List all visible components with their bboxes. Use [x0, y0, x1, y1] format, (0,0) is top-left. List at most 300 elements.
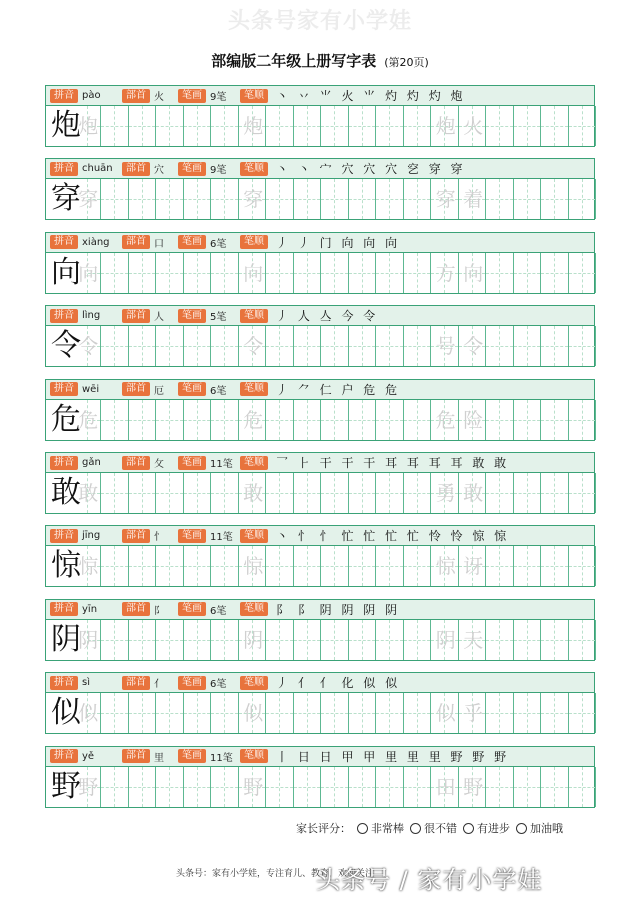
practice-cell[interactable]	[376, 179, 404, 219]
practice-grid	[46, 253, 594, 293]
pinyin-tag: 拼音	[50, 529, 78, 543]
trace-character: 穿	[243, 187, 264, 212]
rating-option-good[interactable]: 很不错	[410, 820, 457, 836]
practice-cell[interactable]	[569, 693, 597, 733]
practice-cell[interactable]	[294, 767, 322, 807]
practice-cell[interactable]	[486, 106, 514, 146]
radical-tag: 部首	[122, 382, 150, 396]
radical-value: 口	[154, 238, 164, 250]
practice-cell[interactable]	[569, 473, 597, 513]
practice-cell[interactable]	[569, 400, 597, 440]
practice-cell[interactable]	[294, 179, 322, 219]
practice-cell[interactable]	[266, 326, 294, 366]
trace-word-char: 号	[435, 334, 456, 359]
practice-cell[interactable]	[211, 767, 239, 807]
character-entry	[45, 158, 595, 220]
practice-cell[interactable]	[129, 253, 157, 293]
practice-cell[interactable]	[541, 106, 569, 146]
pinyin-value: sì	[82, 677, 90, 689]
trace-word-char: 惊	[435, 554, 456, 579]
practice-cell[interactable]	[101, 546, 129, 586]
practice-cell[interactable]	[266, 473, 294, 513]
info-bar	[46, 233, 594, 253]
stroke-count-value: 5笔	[210, 312, 227, 324]
trace-character: 向	[243, 260, 264, 285]
info-bar	[46, 380, 594, 400]
practice-cell[interactable]	[349, 546, 377, 586]
practice-cell[interactable]	[514, 620, 542, 660]
practice-cell[interactable]	[321, 400, 349, 440]
practice-cell[interactable]	[266, 400, 294, 440]
stroke-order-sequence: 丿 ⺈ 仁 户 危 危	[276, 382, 401, 397]
practice-cell[interactable]	[184, 179, 212, 219]
practice-cell[interactable]	[294, 400, 322, 440]
info-bar	[46, 159, 594, 179]
stroke-order-sequence: 丨 日 日 甲 甲 里 里 里 野 野 野	[276, 749, 510, 764]
pinyin-tag: 拼音	[50, 89, 78, 103]
trace-character: 野	[78, 774, 99, 799]
radio-circle-icon	[410, 823, 421, 834]
character-entry	[45, 379, 595, 441]
practice-cell[interactable]	[376, 106, 404, 146]
practice-cell[interactable]	[321, 253, 349, 293]
pinyin-value: pào	[82, 90, 101, 101]
stroke-count-tag: 笔画	[178, 456, 206, 470]
practice-cell[interactable]	[294, 106, 322, 146]
practice-cell[interactable]	[211, 473, 239, 513]
practice-cell[interactable]	[514, 179, 542, 219]
stroke-order-tag: 笔顺	[240, 162, 268, 176]
practice-cell[interactable]	[266, 767, 294, 807]
practice-cell[interactable]	[349, 620, 377, 660]
stroke-order-tag: 笔顺	[240, 529, 268, 543]
practice-cell[interactable]	[376, 253, 404, 293]
practice-cell[interactable]	[376, 326, 404, 366]
practice-cell[interactable]	[349, 179, 377, 219]
trace-word-char: 天	[463, 627, 484, 652]
stroke-count-value: 6笔	[210, 238, 227, 250]
practice-cell[interactable]	[211, 400, 239, 440]
radio-circle-icon	[516, 823, 527, 834]
practice-cell[interactable]	[266, 179, 294, 219]
trace-word-char: 阴	[435, 627, 456, 652]
radical-value: 亻	[154, 679, 164, 691]
practice-cell[interactable]	[211, 326, 239, 366]
watermark-bottom: 头条号 / 家有小学娃	[316, 866, 543, 894]
trace-character: 令	[78, 334, 99, 359]
page-title	[0, 50, 640, 71]
practice-cell[interactable]	[156, 546, 184, 586]
radical-tag: 部首	[122, 676, 150, 690]
practice-cell[interactable]	[184, 473, 212, 513]
practice-cell[interactable]	[376, 767, 404, 807]
practice-cell[interactable]	[156, 693, 184, 733]
practice-cell[interactable]	[569, 106, 597, 146]
stroke-count-value: 6笔	[210, 679, 227, 691]
practice-cell[interactable]	[486, 693, 514, 733]
practice-cell[interactable]	[211, 546, 239, 586]
trace-word-char: 勇	[435, 481, 456, 505]
trace-character: 炮	[243, 114, 264, 138]
trace-character: 向	[78, 260, 99, 285]
radical-value: 人	[154, 312, 164, 324]
trace-character: 危	[78, 407, 99, 432]
practice-cell[interactable]	[266, 546, 294, 586]
practice-cell[interactable]	[486, 253, 514, 293]
practice-cell[interactable]	[569, 620, 597, 660]
trace-word-char: 讶	[463, 554, 484, 579]
pinyin-value: xiàng	[82, 236, 110, 248]
practice-cell[interactable]	[101, 326, 129, 366]
practice-cell[interactable]	[184, 106, 212, 146]
practice-cell[interactable]	[376, 693, 404, 733]
practice-cell[interactable]	[514, 546, 542, 586]
practice-cell[interactable]	[404, 400, 432, 440]
model-character: 令	[46, 326, 86, 366]
practice-cell[interactable]	[514, 473, 542, 513]
radical-tag: 部首	[122, 309, 150, 323]
practice-cell[interactable]	[486, 620, 514, 660]
trace-character: 炮	[78, 114, 99, 138]
trace-word-char: 穿	[435, 187, 456, 212]
info-bar	[46, 306, 594, 326]
stroke-count-value: 9笔	[210, 92, 227, 103]
practice-grid	[46, 473, 594, 513]
radical-tag: 部首	[122, 235, 150, 249]
model-character: 似	[46, 693, 86, 733]
practice-cell[interactable]	[156, 179, 184, 219]
practice-cell[interactable]	[541, 473, 569, 513]
practice-cell[interactable]	[404, 693, 432, 733]
character-entry	[45, 85, 595, 147]
practice-cell[interactable]	[294, 546, 322, 586]
practice-cell[interactable]	[156, 620, 184, 660]
trace-character: 惊	[243, 554, 264, 579]
stroke-count-value: 9笔	[210, 165, 227, 177]
practice-cell[interactable]	[294, 693, 322, 733]
practice-cell[interactable]	[541, 179, 569, 219]
trace-word-char: 令	[463, 334, 484, 359]
practice-cell[interactable]	[514, 253, 542, 293]
character-entry	[45, 599, 595, 661]
practice-cell[interactable]	[294, 620, 322, 660]
trace-word-char: 火	[463, 114, 484, 138]
watermark-top: 头条号家有小学娃	[227, 9, 412, 34]
trace-character: 阴	[78, 627, 99, 652]
practice-cell[interactable]	[184, 767, 212, 807]
model-character: 阴	[46, 620, 86, 660]
practice-cell[interactable]	[129, 767, 157, 807]
stroke-order-sequence: 乛 ⺊ 干 干 干 耳 耳 耳 耳 敢 敢	[276, 456, 510, 470]
stroke-order-sequence: 丿 亻 亻 化 似 似	[276, 676, 401, 691]
practice-cell[interactable]	[569, 253, 597, 293]
pinyin-tag: 拼音	[50, 382, 78, 396]
practice-cell[interactable]	[211, 106, 239, 146]
practice-cell[interactable]	[404, 473, 432, 513]
radical-tag: 部首	[122, 529, 150, 543]
stroke-order-sequence: 阝 阝 阴 阴 阴 阴	[276, 602, 401, 617]
practice-cell[interactable]	[101, 253, 129, 293]
practice-grid	[46, 620, 594, 660]
pinyin-tag: 拼音	[50, 309, 78, 323]
pinyin-tag: 拼音	[50, 602, 78, 616]
info-bar	[46, 526, 594, 546]
stroke-count-value: 11笔	[210, 752, 233, 764]
radical-value: 攵	[154, 459, 164, 470]
radio-circle-icon	[357, 823, 368, 834]
trace-word-char: 似	[435, 701, 456, 726]
practice-cell[interactable]	[266, 253, 294, 293]
practice-cell[interactable]	[349, 767, 377, 807]
rating-option-progress[interactable]: 有进步	[463, 820, 510, 836]
practice-cell[interactable]	[156, 400, 184, 440]
stroke-count-value: 11笔	[210, 459, 233, 470]
stroke-order-tag: 笔顺	[240, 309, 268, 323]
practice-cell[interactable]	[486, 767, 514, 807]
stroke-count-tag: 笔画	[178, 235, 206, 249]
practice-cell[interactable]	[349, 693, 377, 733]
practice-cell[interactable]	[101, 473, 129, 513]
practice-cell[interactable]	[321, 473, 349, 513]
practice-cell[interactable]	[569, 767, 597, 807]
rating-option-keep-going[interactable]: 加油哦	[516, 820, 563, 836]
practice-cell[interactable]	[541, 400, 569, 440]
practice-cell[interactable]	[294, 473, 322, 513]
practice-cell[interactable]	[321, 179, 349, 219]
practice-cell[interactable]	[101, 693, 129, 733]
stroke-count-tag: 笔画	[178, 309, 206, 323]
practice-cell[interactable]	[569, 179, 597, 219]
practice-cell[interactable]	[211, 253, 239, 293]
trace-character: 似	[78, 701, 99, 726]
practice-cell[interactable]	[101, 767, 129, 807]
practice-cell[interactable]	[266, 106, 294, 146]
radical-tag: 部首	[122, 749, 150, 763]
practice-cell[interactable]	[404, 767, 432, 807]
practice-cell[interactable]	[321, 106, 349, 146]
practice-cell[interactable]	[404, 546, 432, 586]
practice-grid	[46, 693, 594, 733]
practice-cell[interactable]	[211, 179, 239, 219]
practice-cell[interactable]	[569, 326, 597, 366]
stroke-order-tag: 笔顺	[240, 602, 268, 616]
practice-cell[interactable]	[541, 693, 569, 733]
practice-grid	[46, 106, 594, 146]
practice-cell[interactable]	[376, 400, 404, 440]
pinyin-tag: 拼音	[50, 676, 78, 690]
practice-cell[interactable]	[541, 326, 569, 366]
stroke-order-tag: 笔顺	[240, 89, 268, 103]
practice-cell[interactable]	[514, 693, 542, 733]
practice-grid	[46, 546, 594, 586]
pinyin-value: gǎn	[82, 457, 101, 468]
practice-cell[interactable]	[129, 620, 157, 660]
practice-cell[interactable]	[376, 546, 404, 586]
radical-tag: 部首	[122, 456, 150, 470]
pinyin-tag: 拼音	[50, 749, 78, 763]
trace-character: 危	[243, 407, 264, 432]
practice-cell[interactable]	[129, 106, 157, 146]
radical-value: 里	[154, 752, 164, 764]
pinyin-tag: 拼音	[50, 456, 78, 470]
practice-cell[interactable]	[129, 473, 157, 513]
trace-character: 穿	[78, 187, 99, 212]
pinyin-value: wēi	[82, 383, 100, 395]
radical-value: 火	[154, 92, 164, 103]
stroke-order-tag: 笔顺	[240, 382, 268, 396]
stroke-count-value: 11笔	[210, 532, 233, 544]
practice-cell[interactable]	[211, 620, 239, 660]
practice-cell[interactable]	[184, 693, 212, 733]
practice-cell[interactable]	[349, 473, 377, 513]
character-entry	[45, 672, 595, 734]
radical-value: 厄	[154, 385, 164, 397]
stroke-order-tag: 笔顺	[240, 749, 268, 763]
pinyin-tag: 拼音	[50, 235, 78, 249]
practice-cell[interactable]	[184, 253, 212, 293]
practice-cell[interactable]	[349, 253, 377, 293]
practice-cell[interactable]	[404, 179, 432, 219]
trace-word-char: 乎	[463, 701, 484, 726]
stroke-order-tag: 笔顺	[240, 456, 268, 470]
practice-cell[interactable]	[349, 326, 377, 366]
practice-cell[interactable]	[184, 326, 212, 366]
stroke-count-value: 6笔	[210, 605, 227, 617]
practice-cell[interactable]	[404, 620, 432, 660]
practice-cell[interactable]	[101, 400, 129, 440]
radical-value: 穴	[154, 165, 164, 177]
practice-cell[interactable]	[156, 253, 184, 293]
pinyin-value: chuān	[82, 163, 113, 175]
practice-cell[interactable]	[349, 106, 377, 146]
stroke-count-tag: 笔画	[178, 602, 206, 616]
pinyin-value: yě	[82, 750, 95, 762]
rating-label: 家长评分：	[296, 822, 351, 835]
stroke-count-tag: 笔画	[178, 162, 206, 176]
practice-cell[interactable]	[184, 620, 212, 660]
stroke-count-tag: 笔画	[178, 89, 206, 103]
trace-word-char: 炮	[435, 114, 456, 138]
title-text: 部编版二年级上册写字表	[211, 52, 377, 70]
stroke-order-tag: 笔顺	[240, 676, 268, 690]
practice-cell[interactable]	[404, 106, 432, 146]
practice-cell[interactable]	[184, 400, 212, 440]
stroke-order-sequence: 丶 丷 ⺌ 火 ⺌ 灼 灼 灼 炮	[276, 89, 466, 103]
character-entry	[45, 232, 595, 294]
practice-cell[interactable]	[514, 400, 542, 440]
practice-cell[interactable]	[541, 620, 569, 660]
character-entry	[45, 305, 595, 367]
stroke-order-sequence: 丶 忄 忄 忙 忙 忙 忙 怜 怜 惊 惊	[276, 529, 510, 544]
footer-note: 头条号：家有小学娃，专注育儿、教育，欢迎关注	[176, 869, 375, 879]
trace-word-char: 野	[463, 774, 484, 799]
practice-cell[interactable]	[541, 253, 569, 293]
model-character: 敢	[46, 473, 86, 513]
practice-cell[interactable]	[266, 620, 294, 660]
practice-cell[interactable]	[376, 473, 404, 513]
practice-cell[interactable]	[514, 106, 542, 146]
practice-cell[interactable]	[514, 326, 542, 366]
practice-cell[interactable]	[129, 693, 157, 733]
practice-cell[interactable]	[349, 400, 377, 440]
practice-cell[interactable]	[404, 326, 432, 366]
practice-cell[interactable]	[129, 326, 157, 366]
practice-cell[interactable]	[514, 767, 542, 807]
info-bar	[46, 86, 594, 106]
character-entry	[45, 452, 595, 514]
practice-cell[interactable]	[486, 400, 514, 440]
practice-cell[interactable]	[404, 253, 432, 293]
trace-character: 敢	[243, 481, 264, 505]
practice-cell[interactable]	[321, 620, 349, 660]
practice-cell[interactable]	[266, 693, 294, 733]
practice-cell[interactable]	[486, 546, 514, 586]
rating-option-great[interactable]: 非常棒	[357, 820, 404, 836]
practice-cell[interactable]	[294, 253, 322, 293]
trace-word-char: 田	[435, 774, 456, 799]
pinyin-tag: 拼音	[50, 162, 78, 176]
trace-character: 令	[243, 334, 264, 359]
stroke-count-tag: 笔画	[178, 382, 206, 396]
practice-cell[interactable]	[101, 106, 129, 146]
practice-cell[interactable]	[156, 326, 184, 366]
practice-cell[interactable]	[486, 326, 514, 366]
practice-cell[interactable]	[156, 767, 184, 807]
page-number: (第20页)	[384, 56, 429, 69]
info-bar	[46, 673, 594, 693]
practice-cell[interactable]	[321, 326, 349, 366]
practice-cell[interactable]	[376, 620, 404, 660]
radical-value: 阝	[154, 605, 164, 617]
practice-grid	[46, 326, 594, 366]
model-character: 危	[46, 400, 86, 440]
practice-cell[interactable]	[321, 546, 349, 586]
parent-rating	[296, 820, 563, 836]
trace-character: 阴	[243, 627, 264, 652]
practice-cell[interactable]	[486, 179, 514, 219]
stroke-order-sequence: 丿 丿 门 向 向 向	[276, 235, 401, 250]
practice-cell[interactable]	[541, 546, 569, 586]
pinyin-value: yīn	[82, 603, 98, 615]
practice-cell[interactable]	[321, 693, 349, 733]
trace-word-char: 方	[435, 260, 456, 285]
stroke-count-tag: 笔画	[178, 529, 206, 543]
practice-cell[interactable]	[129, 400, 157, 440]
model-character: 惊	[46, 546, 86, 586]
practice-cell[interactable]	[129, 179, 157, 219]
trace-word-char: 危	[435, 407, 456, 432]
stroke-order-sequence: 丶 丶 宀 穴 穴 穴 穵 穿 穿	[276, 162, 466, 177]
practice-cell[interactable]	[156, 473, 184, 513]
practice-cell[interactable]	[101, 179, 129, 219]
practice-cell[interactable]	[321, 767, 349, 807]
practice-cell[interactable]	[486, 473, 514, 513]
practice-cell[interactable]	[101, 620, 129, 660]
practice-cell[interactable]	[294, 326, 322, 366]
practice-cell[interactable]	[541, 767, 569, 807]
stroke-order-tag: 笔顺	[240, 235, 268, 249]
pinyin-value: jīng	[82, 530, 101, 542]
practice-cell[interactable]	[129, 546, 157, 586]
trace-character: 似	[243, 701, 264, 726]
practice-cell[interactable]	[211, 693, 239, 733]
trace-word-char: 向	[463, 260, 484, 285]
practice-cell[interactable]	[156, 106, 184, 146]
practice-cell[interactable]	[569, 546, 597, 586]
radical-tag: 部首	[122, 89, 150, 103]
info-bar	[46, 747, 594, 767]
practice-cell[interactable]	[184, 546, 212, 586]
